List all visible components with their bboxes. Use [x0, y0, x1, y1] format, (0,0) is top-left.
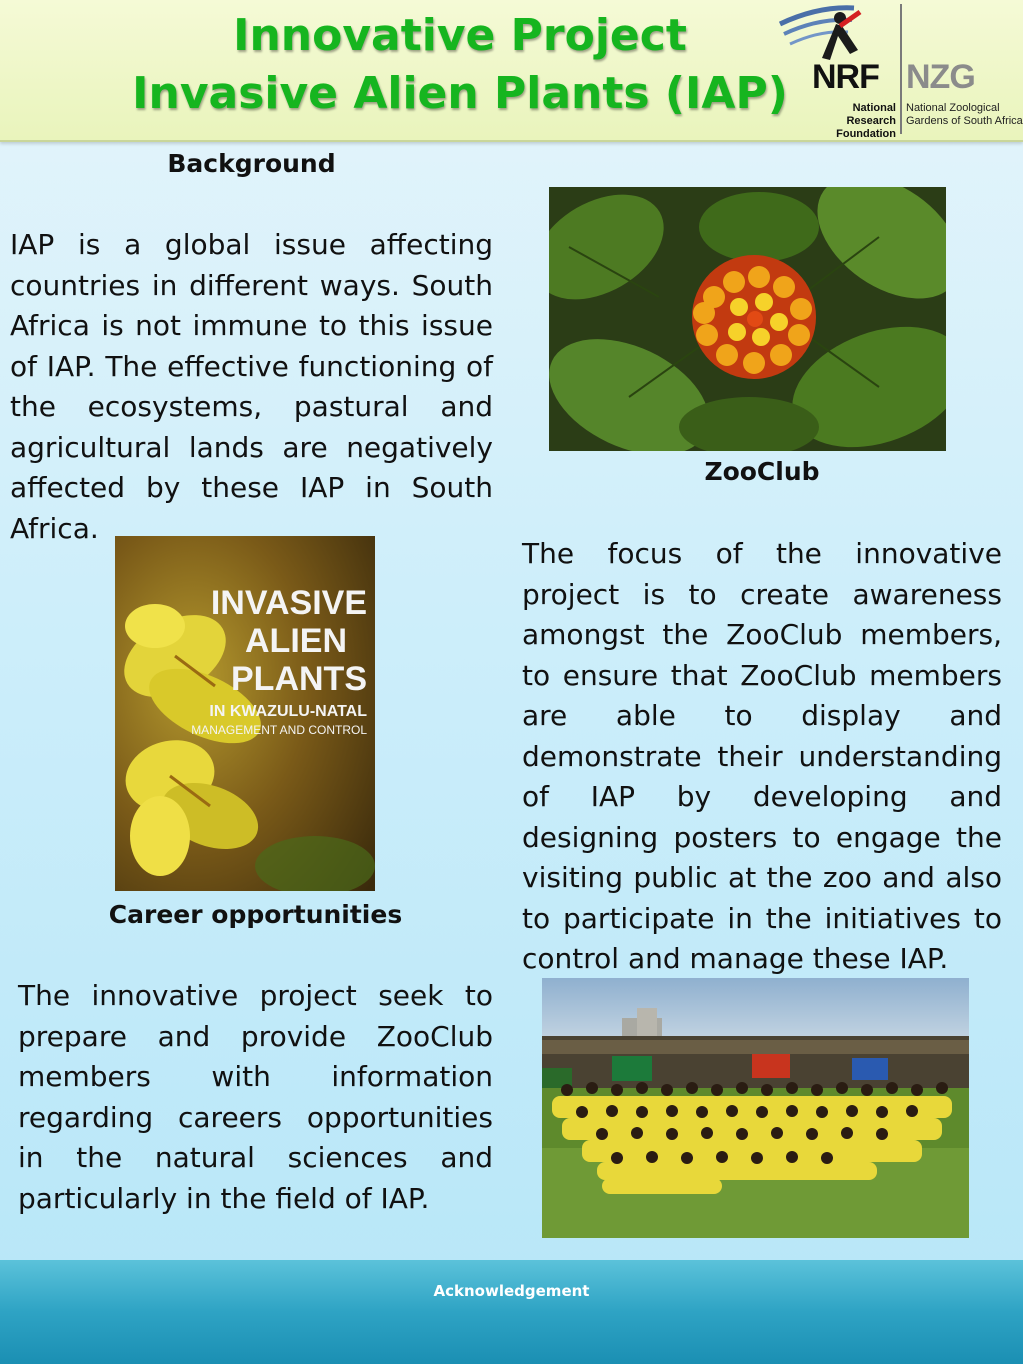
book-title-line4: IN KWAZULU-NATAL — [209, 703, 367, 720]
zooclub-text: The focus of the innovative project is to create awareness amongst the ZooClub members, to ensure that ZooClub members are able to display and demonstrate their understanding of IAP by developing and designing posters to engage the visiting public at the zoo and also to participate in the initiatives to control and manage these IAP. — [522, 537, 1002, 975]
book-title-line5: MANAGEMENT AND CONTROL — [191, 723, 367, 737]
career-heading: Career opportunities — [108, 900, 403, 929]
career-text: The innovative project seek to prepare and provide ZooClub members with information regarding careers opportunities in the natural sciences and particularly in the field of IAP. — [18, 979, 493, 1215]
acknowledgement-label: Acknowledgement — [433, 1282, 590, 1300]
nzg-logo-subtext: National Zoological Gardens of South Africa — [906, 102, 1023, 127]
title-line-2: Invasive Alien Plants (IAP) — [132, 68, 788, 119]
zooclub-group-photo — [542, 978, 969, 1238]
zooclub-heading: ZooClub — [704, 457, 820, 486]
logo-group — [778, 0, 1023, 138]
title-line-1: Innovative Project — [233, 10, 687, 61]
nrf-logo-subtext: National Research Foundation — [836, 102, 896, 140]
book-cover-image — [115, 536, 375, 891]
footer-bar — [0, 1260, 1023, 1364]
logo-divider — [900, 4, 902, 134]
nzg-logo-text: NZG — [906, 58, 975, 96]
background-heading: Background — [167, 149, 336, 178]
nrf-logo-text: NRF — [812, 58, 879, 96]
background-text: IAP is a global issue affecting countries in different ways. South Africa is not immune to this issue of IAP. The effective functioning of the ecosystems, pastural and agricultural lands are negatively affected by these IAP in South Africa. — [10, 228, 493, 545]
lantana-flower-image — [549, 187, 946, 451]
book-title-line3: PLANTS — [231, 660, 367, 698]
book-title-line1: INVASIVE — [210, 584, 367, 622]
book-title-line2: ALIEN — [245, 622, 347, 660]
header-banner — [0, 0, 1023, 142]
